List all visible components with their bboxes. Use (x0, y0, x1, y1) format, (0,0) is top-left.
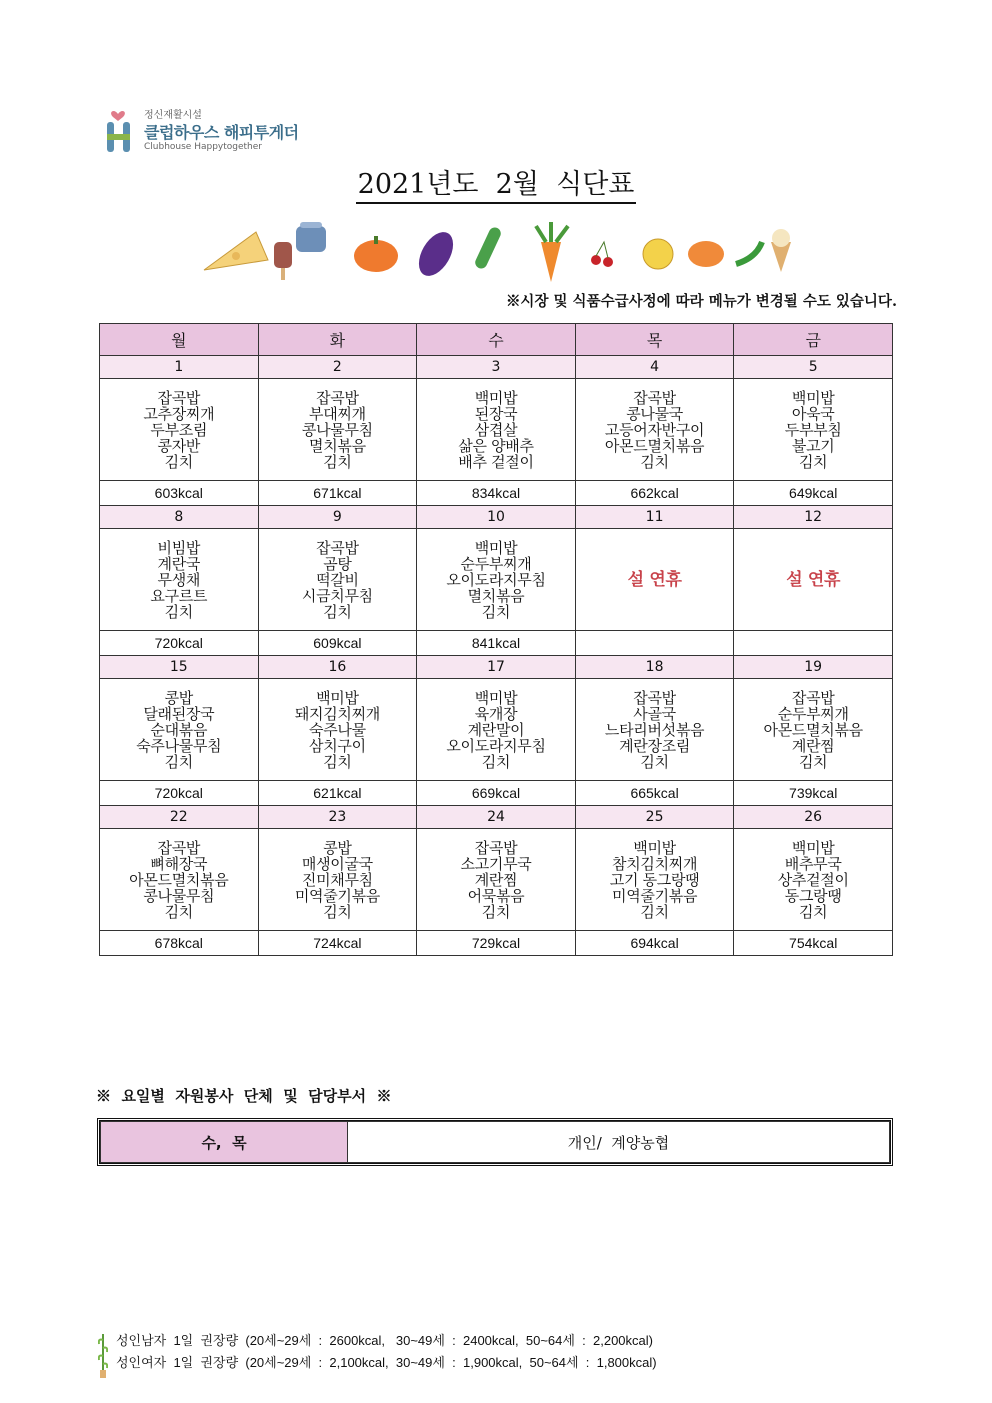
menu-item: 참치김치찌개 (612, 854, 698, 873)
menu-item: 김치 (481, 752, 511, 771)
weekday-header: 목 (575, 324, 734, 356)
logo-name: 클럽하우스 해피투게더 (144, 123, 299, 142)
ice-cream-icon (771, 229, 791, 272)
menu-item: 뼈해장국 (150, 854, 208, 873)
logo-subtitle: 정신재활시설 (144, 110, 202, 121)
popsicle-icon (274, 242, 292, 280)
footnote-female: 성인여자 1일 권장량 (20세~29세 : 2,100kcal, 30~49세 : 1,900kcal, 50~64세 : 1,800kcal) (116, 1355, 657, 1370)
volunteer-organization: 개인/ 계양농협 (348, 1122, 890, 1163)
menu-item: 잡곡밥 (791, 688, 835, 707)
calorie-cell: 841kcal (417, 631, 576, 656)
eggplant-icon (412, 226, 460, 282)
menu-cell (258, 679, 417, 781)
date-cell: 17 (417, 656, 576, 679)
date-cell: 10 (417, 506, 576, 529)
menu-item: 상추겉절이 (777, 870, 849, 889)
calorie-cell: 649kcal (734, 481, 893, 506)
menu-cell (258, 829, 417, 931)
menu-item: 콩나물무침 (301, 420, 373, 439)
calorie-cell: 739kcal (734, 781, 893, 806)
cherry-icon (591, 242, 613, 267)
menu-item: 순두부찌개 (777, 704, 849, 723)
date-row (100, 506, 893, 529)
menu-item: 김치 (323, 752, 352, 771)
menu-item: 요구르트 (150, 586, 208, 605)
menu-item: 매생이굴국 (301, 854, 373, 873)
meal-plan-body (100, 356, 893, 956)
menu-item: 콩밥 (164, 688, 193, 707)
menu-item: 백미밥 (633, 838, 676, 857)
orange-pumpkin-icon (688, 241, 724, 267)
menu-cell (734, 379, 893, 481)
menu-item: 오이도라지무침 (446, 570, 546, 589)
menu-item: 콩나물국 (626, 404, 683, 423)
menu-item: 김치 (481, 602, 511, 621)
cucumber-icon (473, 226, 502, 271)
menu-item: 계란찜 (791, 736, 835, 755)
meal-plan-table (99, 323, 893, 956)
date-cell: 15 (100, 656, 259, 679)
weekday-header: 수 (417, 324, 576, 356)
menu-item: 숙주나물무침 (136, 736, 222, 755)
date-cell: 26 (734, 806, 893, 829)
carrot-icon (536, 222, 568, 282)
menu-cell (100, 379, 259, 481)
menu-item: 김치 (640, 902, 669, 921)
volunteer-table (97, 1118, 893, 1166)
menu-item: 육개장 (474, 704, 518, 723)
calorie-cell: 621kcal (258, 781, 417, 806)
clubhouse-logo (104, 104, 304, 156)
date-cell: 4 (575, 356, 734, 379)
menu-item: 삼겹살 (474, 420, 518, 439)
volunteer-days: 수, 목 (101, 1122, 348, 1163)
menu-item: 두부부침 (784, 420, 842, 439)
menu-item: 멸치볶음 (309, 436, 366, 455)
menu-item: 아몬드멸치볶음 (763, 720, 863, 739)
holiday-label: 설 연휴 (627, 569, 682, 590)
calorie-cell: 720kcal (100, 631, 259, 656)
weekday-header: 월 (100, 324, 259, 356)
date-row (100, 656, 893, 679)
weekday-header: 금 (734, 324, 893, 356)
menu-item: 오이도라지무침 (446, 736, 546, 755)
menu-item: 아욱국 (791, 404, 835, 423)
menu-item: 순두부찌개 (460, 554, 532, 573)
menu-item: 잡곡밥 (474, 838, 518, 857)
date-cell: 22 (100, 806, 259, 829)
menu-item: 삶은 양배추 (458, 436, 534, 455)
menu-cell (417, 829, 576, 931)
calorie-row (100, 781, 893, 806)
menu-item: 소고기무국 (460, 854, 532, 873)
calorie-row (100, 631, 893, 656)
menu-row (100, 679, 893, 781)
calorie-cell (575, 631, 734, 656)
menu-item: 백미밥 (474, 688, 518, 707)
menu-item: 느타리버섯볶음 (604, 720, 705, 739)
date-cell: 24 (417, 806, 576, 829)
menu-item: 아몬드멸치볶음 (129, 870, 229, 889)
leaf-bullet-icon (98, 1332, 108, 1378)
date-cell: 12 (734, 506, 893, 529)
date-cell: 9 (258, 506, 417, 529)
menu-cell (417, 679, 576, 781)
pumpkin-icon (354, 236, 398, 272)
menu-item: 김치 (640, 452, 669, 471)
menu-item: 콩나물무침 (143, 886, 215, 905)
calorie-cell: 609kcal (258, 631, 417, 656)
menu-item: 백미밥 (316, 688, 359, 707)
menu-item: 어묵볶음 (467, 886, 525, 905)
menu-item: 된장국 (474, 404, 518, 423)
menu-cell (575, 529, 734, 631)
logo-english: Clubhouse Happytogether (144, 142, 262, 152)
date-cell: 2 (258, 356, 417, 379)
menu-item: 김치 (323, 602, 352, 621)
calorie-cell: 694kcal (575, 931, 734, 956)
volunteer-section-title: ※ 요일별 자원봉사 단체 및 담당부서 ※ (96, 1087, 392, 1105)
menu-item: 콩밥 (323, 838, 352, 857)
date-cell: 25 (575, 806, 734, 829)
calorie-row (100, 481, 893, 506)
date-cell: 23 (258, 806, 417, 829)
calorie-cell: 665kcal (575, 781, 734, 806)
menu-item: 콩자반 (157, 436, 201, 455)
menu-item: 아몬드멸치볶음 (604, 436, 705, 455)
calorie-cell (734, 631, 893, 656)
chili-pepper-icon (736, 242, 762, 264)
date-cell: 8 (100, 506, 259, 529)
menu-cell (734, 829, 893, 931)
menu-cell (575, 829, 734, 931)
menu-item: 김치 (164, 602, 193, 621)
menu-item: 달래된장국 (143, 704, 215, 723)
date-row (100, 356, 893, 379)
menu-item: 고추장찌개 (143, 404, 215, 423)
page-title: 2021년도 2월 식단표 (0, 162, 992, 201)
menu-item: 계란국 (157, 554, 201, 573)
menu-item: 잡곡밥 (633, 388, 676, 407)
menu-item: 비빔밥 (157, 538, 201, 557)
calorie-cell: 671kcal (258, 481, 417, 506)
menu-item: 미역줄기볶음 (612, 886, 698, 905)
menu-item: 김치 (640, 752, 669, 771)
clubhouse-h-logo-icon (104, 108, 134, 154)
menu-row (100, 529, 893, 631)
menu-item: 김치 (798, 902, 828, 921)
menu-item: 떡갈비 (316, 570, 359, 589)
weekday-header-row (100, 324, 893, 356)
menu-item: 불고기 (791, 436, 835, 455)
menu-item: 김치 (481, 902, 511, 921)
menu-item: 김치 (164, 902, 193, 921)
date-cell: 3 (417, 356, 576, 379)
lunchbox-icon (296, 222, 326, 252)
date-cell: 11 (575, 506, 734, 529)
menu-item: 사골국 (633, 704, 676, 723)
menu-row (100, 379, 893, 481)
menu-row (100, 829, 893, 931)
menu-item: 계란찜 (474, 870, 518, 889)
menu-cell (734, 679, 893, 781)
calorie-cell: 603kcal (100, 481, 259, 506)
menu-item: 김치 (798, 752, 828, 771)
menu-cell (417, 529, 576, 631)
menu-cell (575, 679, 734, 781)
menu-item: 동그랑땡 (784, 886, 842, 905)
menu-item: 곰탕 (323, 554, 352, 573)
calorie-cell: 678kcal (100, 931, 259, 956)
footnote-male: 성인남자 1일 권장량 (20세~29세 : 2600kcal, 30~49세 : 2400kcal, 50~64세 : 2,200kcal) (116, 1333, 653, 1348)
menu-cell (258, 379, 417, 481)
menu-item: 배추 겉절이 (458, 452, 534, 471)
date-cell: 1 (100, 356, 259, 379)
date-cell: 19 (734, 656, 893, 679)
menu-item: 부대찌개 (309, 404, 366, 423)
calorie-cell: 729kcal (417, 931, 576, 956)
cheese-icon (204, 232, 268, 270)
menu-item: 김치 (164, 452, 193, 471)
date-cell: 18 (575, 656, 734, 679)
menu-item: 진미채무침 (301, 870, 373, 889)
menu-item: 고기 동그랑땡 (609, 870, 700, 889)
calorie-cell: 720kcal (100, 781, 259, 806)
menu-item: 잡곡밥 (633, 688, 676, 707)
food-illustration-banner (196, 212, 806, 284)
calorie-cell: 754kcal (734, 931, 893, 956)
menu-item: 백미밥 (474, 388, 518, 407)
menu-item: 무생채 (157, 570, 201, 589)
menu-cell (100, 829, 259, 931)
apple-icon (643, 239, 673, 269)
calorie-cell: 662kcal (575, 481, 734, 506)
menu-item: 멸치볶음 (467, 586, 525, 605)
menu-item: 잡곡밥 (157, 838, 201, 857)
menu-item: 계란장조림 (619, 736, 691, 755)
date-row (100, 806, 893, 829)
calorie-cell: 834kcal (417, 481, 576, 506)
menu-item: 순대볶음 (150, 720, 208, 739)
menu-item: 김치 (164, 752, 193, 771)
menu-item: 미역줄기볶음 (294, 886, 380, 905)
weekday-header: 화 (258, 324, 417, 356)
menu-item: 백미밥 (474, 538, 518, 557)
menu-item: 백미밥 (791, 388, 835, 407)
menu-cell (100, 529, 259, 631)
menu-item: 숙주나물 (309, 720, 366, 739)
menu-item: 두부조림 (150, 420, 208, 439)
menu-item: 삼치구이 (309, 736, 366, 755)
calorie-cell: 669kcal (417, 781, 576, 806)
menu-item: 잡곡밥 (157, 388, 201, 407)
menu-cell (417, 379, 576, 481)
menu-item: 돼지김치찌개 (294, 704, 380, 723)
date-cell: 5 (734, 356, 893, 379)
menu-item: 김치 (798, 452, 828, 471)
menu-item: 잡곡밥 (316, 538, 359, 557)
calorie-cell: 724kcal (258, 931, 417, 956)
menu-change-notice: ※시장 및 식품수급사정에 따라 메뉴가 변경될 수도 있습니다. (505, 293, 897, 310)
menu-cell (100, 679, 259, 781)
menu-item: 시금치무침 (301, 586, 373, 605)
menu-cell (258, 529, 417, 631)
menu-item: 백미밥 (791, 838, 835, 857)
calorie-row (100, 931, 893, 956)
menu-item: 잡곡밥 (316, 388, 359, 407)
holiday-label: 설 연휴 (786, 569, 841, 590)
menu-cell (575, 379, 734, 481)
date-cell: 16 (258, 656, 417, 679)
recommended-intake-footnote (98, 1330, 657, 1374)
menu-item: 고등어자반구이 (604, 420, 705, 439)
menu-cell (734, 529, 893, 631)
menu-item: 계란말이 (467, 720, 525, 739)
menu-item: 김치 (323, 902, 352, 921)
menu-item: 배추무국 (784, 854, 842, 873)
menu-item: 김치 (323, 452, 352, 471)
